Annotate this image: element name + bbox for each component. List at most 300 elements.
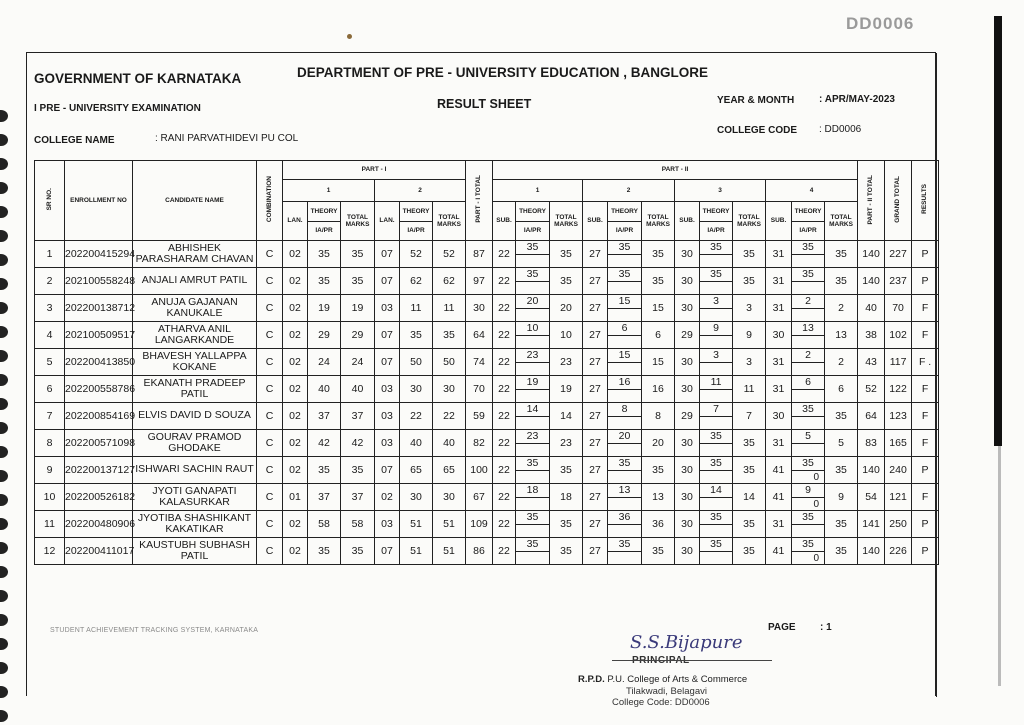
sub1-total-cell: 35 <box>550 511 583 538</box>
sr-no-cell: 5 <box>35 349 65 376</box>
combination-cell: C <box>257 457 283 484</box>
col-sub4-code: SUB. <box>766 202 792 241</box>
result-table <box>34 160 939 565</box>
col-sr-no: SR NO. <box>35 161 65 241</box>
scan-edge-bar-lower <box>998 446 1001 686</box>
candidate-name-cell: ATHARVA ANIL LANGARKANDE <box>133 322 257 349</box>
lang1-total-cell: 58 <box>341 511 375 538</box>
lang2-code-cell: 07 <box>375 268 400 295</box>
col-candidate-name: CANDIDATE NAME <box>133 161 257 241</box>
sub1-theory-iapr-cell: 14 <box>516 403 550 430</box>
lang1-code-cell: 02 <box>283 511 308 538</box>
part1-total-cell: 64 <box>466 322 493 349</box>
sub4-code-cell: 31 <box>766 430 792 457</box>
sub2-total-cell: 15 <box>642 349 675 376</box>
sub4-total-cell: 35 <box>825 511 858 538</box>
sub1-theory-iapr-cell: 35 <box>516 268 550 295</box>
lang2-code-cell: 03 <box>375 403 400 430</box>
combination-cell: C <box>257 511 283 538</box>
binder-hole <box>0 566 8 578</box>
binder-hole <box>0 206 8 218</box>
sub4-theory-iapr-cell: 35 0 <box>792 538 825 565</box>
col-part1-lang2: 2 <box>375 180 466 202</box>
result-cell: P <box>912 268 939 295</box>
sub4-code-cell: 31 <box>766 241 792 268</box>
part2-total-cell: 43 <box>858 349 885 376</box>
result-cell: F <box>912 484 939 511</box>
sub4-code-cell: 41 <box>766 457 792 484</box>
sub4-total-cell: 35 <box>825 268 858 295</box>
candidate-name-cell: BHAVESH YALLAPPA KOKANE <box>133 349 257 376</box>
sub2-theory-iapr-cell: 36 <box>608 511 642 538</box>
binder-hole <box>0 182 8 194</box>
enrollment-cell: 202200138712 <box>65 295 133 322</box>
sub1-code-cell: 22 <box>493 376 516 403</box>
sub4-theory-iapr-cell: 2 <box>792 349 825 376</box>
sub3-theory-iapr-cell: 35 <box>700 430 733 457</box>
sub2-code-cell: 27 <box>583 430 608 457</box>
part2-total-cell: 83 <box>858 430 885 457</box>
sub4-code-cell: 41 <box>766 538 792 565</box>
grand-total-cell: 122 <box>885 376 912 403</box>
sub2-total-cell: 35 <box>642 268 675 295</box>
part1-total-cell: 87 <box>466 241 493 268</box>
sub4-code-cell: 31 <box>766 268 792 295</box>
lang2-total-cell: 51 <box>433 538 466 565</box>
college-name-value: : RANI PARVATHIDEVI PU COL <box>155 133 299 144</box>
lang2-theory-cell: 11 <box>400 295 433 322</box>
enrollment-cell: 202200571098 <box>65 430 133 457</box>
part2-total-cell: 141 <box>858 511 885 538</box>
table-row <box>35 322 939 349</box>
candidate-name-cell: ELVIS DAVID D SOUZA <box>133 403 257 430</box>
part2-total-cell: 38 <box>858 322 885 349</box>
sub4-theory-iapr-cell: 35 <box>792 403 825 430</box>
col-lang2-theory: THEORY IA/PR <box>400 202 433 241</box>
enrollment-cell: 202200480906 <box>65 511 133 538</box>
sub4-total-cell: 35 <box>825 241 858 268</box>
lang2-code-cell: 07 <box>375 538 400 565</box>
result-cell: F <box>912 430 939 457</box>
col-lang1-code: LAN. <box>283 202 308 241</box>
sub3-theory-iapr-cell: 14 <box>700 484 733 511</box>
sub1-code-cell: 22 <box>493 349 516 376</box>
lang1-code-cell: 02 <box>283 430 308 457</box>
sr-no-cell: 3 <box>35 295 65 322</box>
dept-heading: DEPARTMENT OF PRE - UNIVERSITY EDUCATION , BANGLORE <box>297 65 709 80</box>
table-row <box>35 457 939 484</box>
lang2-theory-cell: 62 <box>400 268 433 295</box>
lang1-theory-cell: 35 <box>308 268 341 295</box>
sub4-total-cell: 5 <box>825 430 858 457</box>
lang2-code-cell: 02 <box>375 484 400 511</box>
grand-total-cell: 250 <box>885 511 912 538</box>
principal-signature: S.S.Bijapure <box>630 632 743 653</box>
combination-cell: C <box>257 322 283 349</box>
binder-hole <box>0 638 8 650</box>
sub1-code-cell: 22 <box>493 430 516 457</box>
sub4-theory-iapr-cell: 35 <box>792 241 825 268</box>
candidate-name-cell: KAUSTUBH SUBHASH PATIL <box>133 538 257 565</box>
part1-total-cell: 82 <box>466 430 493 457</box>
sub1-theory-iapr-cell: 18 <box>516 484 550 511</box>
lang1-total-cell: 37 <box>341 484 375 511</box>
table-row <box>35 376 939 403</box>
part2-total-cell: 140 <box>858 538 885 565</box>
lang2-code-cell: 03 <box>375 295 400 322</box>
scan-edge-bar <box>994 16 1002 446</box>
college-code-value: : DD0006 <box>819 124 862 135</box>
grand-total-cell: 123 <box>885 403 912 430</box>
combination-cell: C <box>257 538 283 565</box>
enrollment-cell: 202100558248 <box>65 268 133 295</box>
sub2-theory-iapr-cell: 20 <box>608 430 642 457</box>
binder-holes <box>0 100 14 725</box>
grand-total-cell: 237 <box>885 268 912 295</box>
enrollment-cell: 202200558786 <box>65 376 133 403</box>
lang1-code-cell: 02 <box>283 241 308 268</box>
combination-cell: C <box>257 241 283 268</box>
sub1-code-cell: 22 <box>493 457 516 484</box>
sr-no-cell: 11 <box>35 511 65 538</box>
col-part1: PART - I <box>283 161 466 180</box>
binder-hole <box>0 662 8 674</box>
sub4-code-cell: 30 <box>766 322 792 349</box>
part1-total-cell: 67 <box>466 484 493 511</box>
lang2-total-cell: 30 <box>433 484 466 511</box>
lang1-code-cell: 02 <box>283 295 308 322</box>
lang1-total-cell: 35 <box>341 538 375 565</box>
sub2-code-cell: 27 <box>583 268 608 295</box>
sub1-total-cell: 35 <box>550 457 583 484</box>
ink-dot <box>347 34 352 39</box>
grand-total-cell: 70 <box>885 295 912 322</box>
binder-hole <box>0 350 8 362</box>
grand-total-cell: 226 <box>885 538 912 565</box>
lang1-theory-cell: 35 <box>308 538 341 565</box>
table-row <box>35 403 939 430</box>
table-row <box>35 295 939 322</box>
lang2-total-cell: 35 <box>433 322 466 349</box>
sub3-theory-iapr-cell: 3 <box>700 295 733 322</box>
lang1-total-cell: 37 <box>341 403 375 430</box>
result-cell: F . <box>912 349 939 376</box>
part1-total-cell: 70 <box>466 376 493 403</box>
sub2-theory-iapr-cell: 13 <box>608 484 642 511</box>
lang1-code-cell: 02 <box>283 349 308 376</box>
lang1-total-cell: 24 <box>341 349 375 376</box>
table-row <box>35 241 939 268</box>
lang2-total-cell: 22 <box>433 403 466 430</box>
col-part2-sub4: 4 <box>766 180 858 202</box>
sub3-code-cell: 30 <box>675 430 700 457</box>
sr-no-cell: 7 <box>35 403 65 430</box>
col-lang2-total-marks: TOTAL MARKS <box>433 202 466 241</box>
lang1-code-cell: 02 <box>283 538 308 565</box>
sr-no-cell: 2 <box>35 268 65 295</box>
candidate-name-cell: GOURAV PRAMOD GHODAKE <box>133 430 257 457</box>
signature-line <box>612 660 772 661</box>
sub2-total-cell: 35 <box>642 538 675 565</box>
part2-total-cell: 140 <box>858 268 885 295</box>
sub2-code-cell: 27 <box>583 484 608 511</box>
sub3-code-cell: 30 <box>675 268 700 295</box>
grand-total-cell: 165 <box>885 430 912 457</box>
sub3-total-cell: 9 <box>733 322 766 349</box>
sub3-total-cell: 3 <box>733 295 766 322</box>
sub3-theory-iapr-cell: 35 <box>700 241 733 268</box>
col-sub2-code: SUB. <box>583 202 608 241</box>
result-cell: P <box>912 457 939 484</box>
col-lang1-total-marks: TOTAL MARKS <box>341 202 375 241</box>
part2-total-cell: 54 <box>858 484 885 511</box>
college-name-label: COLLEGE NAME <box>34 135 115 146</box>
sub2-total-cell: 16 <box>642 376 675 403</box>
binder-hole <box>0 134 8 146</box>
lang2-theory-cell: 22 <box>400 403 433 430</box>
binder-hole <box>0 326 8 338</box>
lang1-theory-cell: 42 <box>308 430 341 457</box>
col-sub2-total-marks: TOTAL MARKS <box>642 202 675 241</box>
part2-total-cell: 64 <box>858 403 885 430</box>
part2-total-cell: 140 <box>858 241 885 268</box>
lang1-theory-cell: 40 <box>308 376 341 403</box>
table-row <box>35 538 939 565</box>
lang1-theory-cell: 58 <box>308 511 341 538</box>
sub2-code-cell: 27 <box>583 538 608 565</box>
binder-hole <box>0 110 8 122</box>
lang2-theory-cell: 30 <box>400 376 433 403</box>
table-row <box>35 349 939 376</box>
lang1-total-cell: 40 <box>341 376 375 403</box>
sub3-code-cell: 30 <box>675 295 700 322</box>
grand-total-cell: 227 <box>885 241 912 268</box>
lang1-theory-cell: 24 <box>308 349 341 376</box>
combination-cell: C <box>257 430 283 457</box>
part1-total-cell: 109 <box>466 511 493 538</box>
sub4-theory-iapr-cell: 5 <box>792 430 825 457</box>
table-row <box>35 430 939 457</box>
sr-no-cell: 4 <box>35 322 65 349</box>
binder-hole <box>0 374 8 386</box>
part1-total-cell: 74 <box>466 349 493 376</box>
lang2-theory-cell: 52 <box>400 241 433 268</box>
lang2-code-cell: 07 <box>375 241 400 268</box>
sub2-theory-iapr-cell: 6 <box>608 322 642 349</box>
sub4-theory-iapr-cell: 9 0 <box>792 484 825 511</box>
part2-total-cell: 140 <box>858 457 885 484</box>
sub1-code-cell: 22 <box>493 241 516 268</box>
grand-total-cell: 121 <box>885 484 912 511</box>
binder-hole <box>0 302 8 314</box>
sub1-theory-iapr-cell: 23 <box>516 430 550 457</box>
sub2-code-cell: 27 <box>583 376 608 403</box>
col-part1-total: PART - I TOTAL <box>466 161 493 241</box>
lang2-theory-cell: 30 <box>400 484 433 511</box>
lang1-code-cell: 02 <box>283 403 308 430</box>
sub1-theory-iapr-cell: 35 <box>516 457 550 484</box>
sr-no-cell: 6 <box>35 376 65 403</box>
sub3-total-cell: 35 <box>733 511 766 538</box>
sub1-code-cell: 22 <box>493 538 516 565</box>
lang2-theory-cell: 35 <box>400 322 433 349</box>
sub4-code-cell: 41 <box>766 484 792 511</box>
sub1-total-cell: 35 <box>550 268 583 295</box>
sub3-total-cell: 3 <box>733 349 766 376</box>
sr-no-cell: 1 <box>35 241 65 268</box>
sub3-total-cell: 35 <box>733 457 766 484</box>
lang2-theory-cell: 65 <box>400 457 433 484</box>
lang1-total-cell: 19 <box>341 295 375 322</box>
year-month-label: YEAR & MONTH <box>717 95 795 106</box>
sr-no-cell: 12 <box>35 538 65 565</box>
stamp-code: College Code: DD0006 <box>612 697 710 708</box>
table-row <box>35 484 939 511</box>
sub2-total-cell: 8 <box>642 403 675 430</box>
binder-hole <box>0 710 8 722</box>
sub3-code-cell: 30 <box>675 349 700 376</box>
sub2-theory-iapr-cell: 35 <box>608 241 642 268</box>
sub2-total-cell: 35 <box>642 457 675 484</box>
sub1-theory-iapr-cell: 35 <box>516 241 550 268</box>
lang1-code-cell: 02 <box>283 376 308 403</box>
sub1-code-cell: 22 <box>493 295 516 322</box>
sub3-code-cell: 29 <box>675 403 700 430</box>
sub1-code-cell: 22 <box>493 268 516 295</box>
col-part1-lang1: 1 <box>283 180 375 202</box>
enrollment-cell: 202100509517 <box>65 322 133 349</box>
col-lang2-code: LAN. <box>375 202 400 241</box>
sub3-theory-iapr-cell: 3 <box>700 349 733 376</box>
sub3-code-cell: 30 <box>675 484 700 511</box>
sub4-total-cell: 13 <box>825 322 858 349</box>
lang2-code-cell: 03 <box>375 511 400 538</box>
combination-cell: C <box>257 376 283 403</box>
sub2-code-cell: 27 <box>583 295 608 322</box>
lang1-code-cell: 01 <box>283 484 308 511</box>
lang1-total-cell: 35 <box>341 268 375 295</box>
combination-cell: C <box>257 484 283 511</box>
col-part2-sub1: 1 <box>493 180 583 202</box>
sub1-theory-iapr-cell: 10 <box>516 322 550 349</box>
lang2-code-cell: 03 <box>375 430 400 457</box>
lang2-code-cell: 07 <box>375 322 400 349</box>
sub2-total-cell: 6 <box>642 322 675 349</box>
enrollment-cell: 202200413850 <box>65 349 133 376</box>
sub4-total-cell: 35 <box>825 403 858 430</box>
col-grand-total: GRAND TOTAL <box>885 161 912 241</box>
binder-hole <box>0 518 8 530</box>
sub2-total-cell: 35 <box>642 241 675 268</box>
lang2-total-cell: 50 <box>433 349 466 376</box>
stamp-place: Tilakwadi, Belagavi <box>626 686 707 697</box>
result-cell: P <box>912 538 939 565</box>
sr-no-cell: 8 <box>35 430 65 457</box>
lang2-code-cell: 07 <box>375 457 400 484</box>
candidate-name-cell: EKANATH PRADEEP PATIL <box>133 376 257 403</box>
lang1-theory-cell: 37 <box>308 484 341 511</box>
binder-hole <box>0 398 8 410</box>
footer-system-name: STUDENT ACHIEVEMENT TRACKING SYSTEM, KARNATAKA <box>50 627 259 634</box>
candidate-name-cell: JYOTIBA SHASHIKANT KAKATIKAR <box>133 511 257 538</box>
sub3-total-cell: 35 <box>733 538 766 565</box>
sub4-total-cell: 9 <box>825 484 858 511</box>
candidate-name-cell: JYOTI GANAPATI KALASURKAR <box>133 484 257 511</box>
table-row <box>35 511 939 538</box>
result-cell: F <box>912 322 939 349</box>
binder-hole <box>0 422 8 434</box>
lang2-total-cell: 51 <box>433 511 466 538</box>
sub1-total-cell: 14 <box>550 403 583 430</box>
col-sub1-code: SUB. <box>493 202 516 241</box>
lang2-theory-cell: 40 <box>400 430 433 457</box>
sub2-code-cell: 27 <box>583 403 608 430</box>
sub1-total-cell: 23 <box>550 349 583 376</box>
binder-hole <box>0 494 8 506</box>
lang1-total-cell: 29 <box>341 322 375 349</box>
lang1-code-cell: 02 <box>283 268 308 295</box>
top-stamp-code: DD0006 <box>846 14 915 33</box>
sub3-total-cell: 7 <box>733 403 766 430</box>
lang2-total-cell: 62 <box>433 268 466 295</box>
lang1-theory-cell: 35 <box>308 457 341 484</box>
table-row <box>35 268 939 295</box>
sub3-code-cell: 30 <box>675 511 700 538</box>
sub1-total-cell: 35 <box>550 538 583 565</box>
binder-hole <box>0 230 8 242</box>
sub2-theory-iapr-cell: 35 <box>608 457 642 484</box>
lang1-code-cell: 02 <box>283 322 308 349</box>
part1-total-cell: 97 <box>466 268 493 295</box>
enrollment-cell: 202200526182 <box>65 484 133 511</box>
combination-cell: C <box>257 403 283 430</box>
page-number: : 1 <box>820 622 832 633</box>
sub1-theory-iapr-cell: 20 <box>516 295 550 322</box>
lang1-total-cell: 35 <box>341 457 375 484</box>
part2-total-cell: 52 <box>858 376 885 403</box>
candidate-name-cell: ABHISHEK PARASHARAM CHAVAN <box>133 241 257 268</box>
lang2-total-cell: 52 <box>433 241 466 268</box>
col-enrollment: ENROLLMENT NO <box>65 161 133 241</box>
grand-total-cell: 102 <box>885 322 912 349</box>
part2-total-cell: 40 <box>858 295 885 322</box>
exam-name: I PRE - UNIVERSITY EXAMINATION <box>34 103 201 114</box>
candidate-name-cell: ANJALI AMRUT PATIL <box>133 268 257 295</box>
stamp-college: R.P.D. P.U. College of Arts & Commerce <box>578 674 748 685</box>
result-cell: P <box>912 511 939 538</box>
col-sub3-total-marks: TOTAL MARKS <box>733 202 766 241</box>
sub4-theory-iapr-cell: 35 <box>792 511 825 538</box>
sub1-total-cell: 35 <box>550 241 583 268</box>
sub3-theory-iapr-cell: 35 <box>700 457 733 484</box>
col-sub3-theory: THEORY IA/PR <box>700 202 733 241</box>
sub4-theory-iapr-cell: 35 0 <box>792 457 825 484</box>
col-part2-sub2: 2 <box>583 180 675 202</box>
sub4-theory-iapr-cell: 2 <box>792 295 825 322</box>
col-sub4-total-marks: TOTAL MARKS <box>825 202 858 241</box>
sub3-code-cell: 29 <box>675 322 700 349</box>
sub2-theory-iapr-cell: 35 <box>608 538 642 565</box>
combination-cell: C <box>257 349 283 376</box>
sub4-theory-iapr-cell: 6 <box>792 376 825 403</box>
sub2-total-cell: 13 <box>642 484 675 511</box>
sub3-total-cell: 14 <box>733 484 766 511</box>
part1-total-cell: 86 <box>466 538 493 565</box>
sub4-code-cell: 31 <box>766 349 792 376</box>
sub2-code-cell: 27 <box>583 349 608 376</box>
college-code-label: COLLEGE CODE <box>717 125 798 136</box>
part1-total-cell: 100 <box>466 457 493 484</box>
